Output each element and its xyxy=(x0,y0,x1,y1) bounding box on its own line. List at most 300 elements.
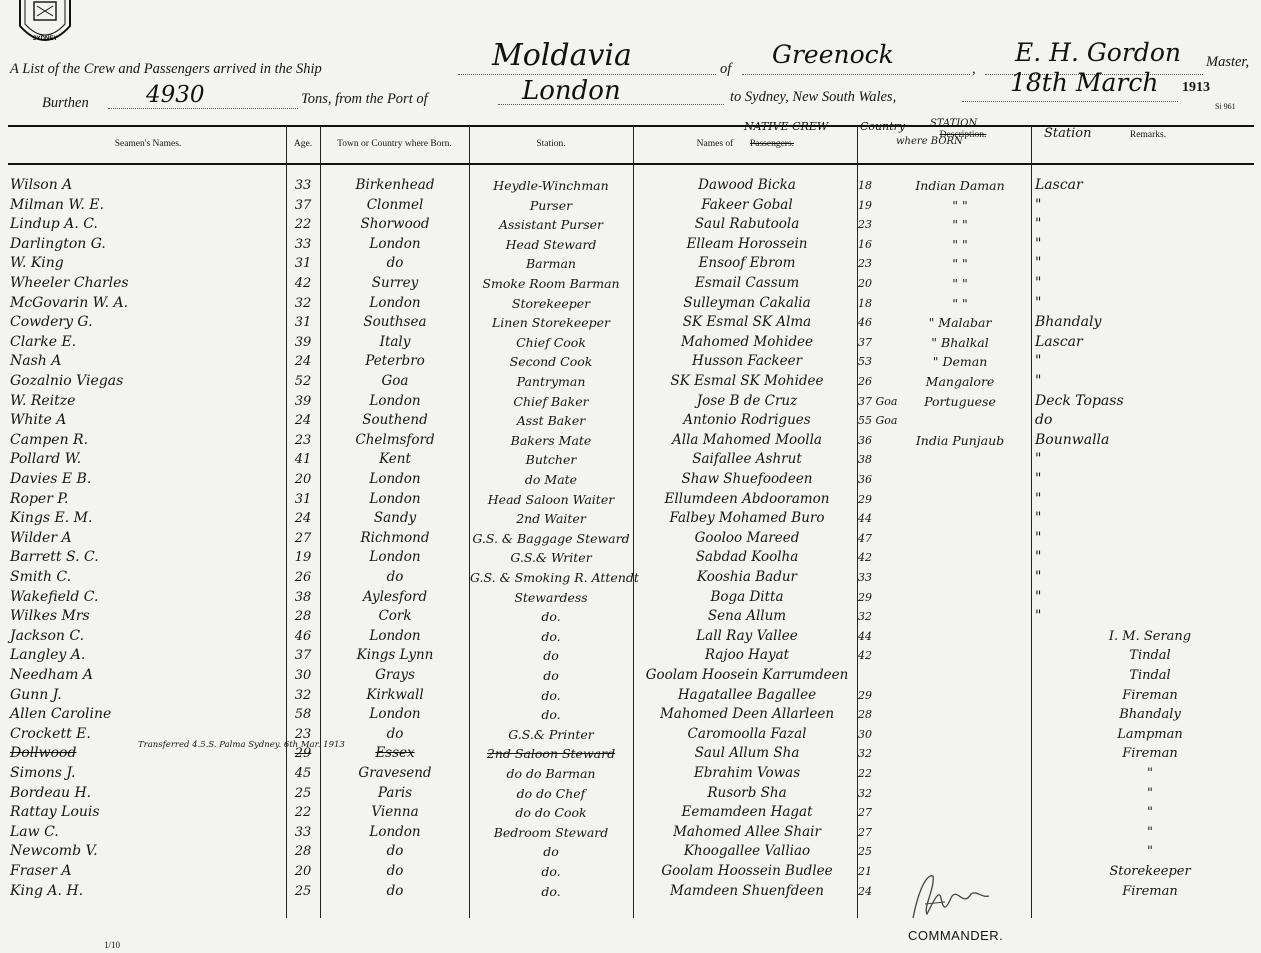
seaman-age: 19 xyxy=(294,550,312,566)
remarks: Fireman xyxy=(1122,746,1178,762)
customs-seal-icon xyxy=(14,0,76,48)
native-crew-name: Alla Mahomed Moolla xyxy=(672,431,822,448)
native-crew-name: Antonio Rodrigues xyxy=(683,412,811,429)
table-row xyxy=(0,372,1261,392)
native-crew-country: " " xyxy=(952,256,968,272)
seaman-age: 28 xyxy=(294,844,312,860)
seaman-age: 39 xyxy=(294,393,312,409)
table-header-rule xyxy=(8,163,1254,165)
seaman-age: 22 xyxy=(294,805,312,821)
seaman-name: Law C. xyxy=(10,823,59,840)
table-row xyxy=(0,842,1261,862)
native-crew-station: Bounwalla xyxy=(1035,431,1110,448)
seaman-age: 33 xyxy=(294,178,312,193)
native-crew-age: 29 xyxy=(858,590,872,604)
seaman-station: G.S.& Printer xyxy=(508,726,594,742)
seaman-station: do do Cook xyxy=(515,805,587,821)
seaman-age: 25 xyxy=(294,883,312,899)
native-crew-name: Boga Ditta xyxy=(710,588,784,605)
native-crew-age: 36 xyxy=(858,433,872,447)
transfer-note: Transferred 4.5.S. Palma Sydney. 6th Mar. 1913 xyxy=(138,740,345,750)
table-row xyxy=(0,176,1261,196)
seaman-station: Purser xyxy=(529,197,573,213)
native-crew-name: Ebrahim Vowas xyxy=(693,765,801,781)
native-crew-age: 42 xyxy=(858,649,872,663)
seaman-name: Lindup A. C. xyxy=(10,216,98,233)
native-crew-country: " Bhalkal xyxy=(931,334,989,350)
seaman-age: 33 xyxy=(294,824,312,840)
seaman-age: 33 xyxy=(294,236,312,252)
native-crew-name: Elleam Horossein xyxy=(686,235,808,252)
birthplace: Kirkwall xyxy=(366,686,424,703)
seaman-name: Gozalnio Viegas xyxy=(10,373,124,389)
native-crew-station: " xyxy=(1035,529,1042,546)
seaman-age: 20 xyxy=(294,864,312,879)
remarks: Bhandaly xyxy=(1119,707,1181,723)
native-crew-station: " xyxy=(1035,451,1042,468)
native-crew-age: 42 xyxy=(858,551,872,565)
native-crew-age: 20 xyxy=(858,277,872,290)
seaman-age: 38 xyxy=(294,589,312,605)
seaman-station: Pantryman xyxy=(516,374,586,389)
table-row xyxy=(0,666,1261,686)
native-crew-name: Goolam Hoosein Karrumdeen xyxy=(645,667,849,683)
table-row xyxy=(0,823,1261,843)
header-names-of: Names of xyxy=(696,139,734,149)
seaman-station: Asst Baker xyxy=(516,413,586,429)
seaman-name: Campen R. xyxy=(10,431,89,448)
seaman-name: Fraser A xyxy=(10,863,72,879)
table-row xyxy=(0,411,1261,431)
seaman-station: Butcher xyxy=(525,452,577,468)
seaman-station: do do Barman xyxy=(506,766,596,781)
native-crew-country: " " xyxy=(952,295,968,311)
birthplace: Aylesford xyxy=(362,588,428,605)
seaman-name: White A xyxy=(10,412,67,429)
birthplace: Goa xyxy=(381,373,409,389)
native-crew-name: Falbey Mohamed Buro xyxy=(669,510,825,527)
native-crew-name: Eemamdeen Hagat xyxy=(681,804,813,821)
native-crew-age: 28 xyxy=(858,708,872,722)
native-crew-station: " xyxy=(1035,588,1042,605)
birthplace: do xyxy=(386,882,404,899)
header-station2: Station xyxy=(1044,126,1092,141)
seaman-age: 24 xyxy=(294,511,312,527)
seaman-name: Rattay Louis xyxy=(10,804,100,821)
date-underline xyxy=(962,101,1178,102)
seaman-age: 31 xyxy=(294,256,312,272)
seaman-name: Cowdery G. xyxy=(10,314,93,331)
seaman-name: Kings E. M. xyxy=(10,510,93,527)
table-row xyxy=(0,215,1261,235)
birthplace: Peterbro xyxy=(365,353,425,370)
native-crew-station: " xyxy=(1035,569,1042,585)
seaman-station: Bedroom Steward xyxy=(493,824,609,840)
burthen-label: Burthen xyxy=(42,95,89,111)
native-crew-age: 36 xyxy=(858,473,872,486)
table-row xyxy=(0,862,1261,882)
native-crew-station: " xyxy=(1035,608,1042,625)
native-crew-name: Fakeer Gobal xyxy=(701,196,793,213)
native-crew-name: Mamdeen Shuenfdeen xyxy=(670,882,824,899)
seaman-station: Smoke Room Barman xyxy=(482,276,620,291)
seaman-age: 23 xyxy=(294,726,312,742)
native-crew-age: 44 xyxy=(858,629,872,643)
native-crew-name: Dawood Bicka xyxy=(698,177,796,193)
seaman-station: Assistant Purser xyxy=(498,217,604,233)
native-crew-station: " xyxy=(1035,490,1042,507)
native-crew-age: 46 xyxy=(858,316,872,330)
native-crew-name: Rajoo Hayat xyxy=(704,647,790,664)
native-crew-name: Jose B de Cruz xyxy=(696,392,798,409)
remarks: Tindal xyxy=(1129,668,1171,683)
native-crew-age: 19 xyxy=(858,198,872,212)
header-age: Age. xyxy=(293,139,313,149)
ship-name: Moldavia xyxy=(492,38,632,73)
header-remarks: Remarks. xyxy=(1129,130,1167,140)
seaman-age: 46 xyxy=(294,628,312,644)
seaman-name: Newcomb V. xyxy=(10,843,98,860)
native-crew-country: " Deman xyxy=(932,354,988,370)
birthplace: Richmond xyxy=(360,529,430,546)
native-crew-name: Mahomed Deen Allarleen xyxy=(659,706,835,723)
seaman-age: 20 xyxy=(294,472,312,487)
crew-list-document: SYDNEY A List of the Crew and Passengers arrived in the Ship Moldavia of Greenock , E. H. Gordon Master, Burthen 4930 Tons, from the Port of London to Sydney, New South Wales, 18th March 1913 Si 961 Seamen's Names. Age. Town or Country where Born. Station. Names of NATIVE CREW Passengers. Country where BORN STATION Description. Station Remarks. Wilson A 33 Birkenhead Heydle-Winchman Dawood Bicka 18 Indian Daman Lascar Milman W. E. 37 Clonmel Purser Fakeer Gobal 19 " " " Lindup A. C. 22 Shorwood Assistant Purser Saul Rabutoola 23 " " " Darlington G. 33 London Head Steward Elleam Horossein 16 " " " W. King 31 do Barman Ensoof Ebrom 23 " " " Wheeler Charles 42 Surrey Smoke Room Barman Esmail Cassum 20 " " " McGovarin W. A. 32 London Storekeeper Sulleyman Cakalia 18 " " " Cowdery G. 31 Southsea Linen Storekeeper SK Esmal SK Alma 46 " Malabar Bhandaly Clarke E. 39 Italy Chief Cook Mahomed Mohidee 37 " Bhalkal Lascar Nash A 24 Peterbro Second Cook Husson Fackeer 53 " Deman " Gozalnio Viegas 52 Goa Pantryman SK Esmal SK Mohidee 26 Mangalore " W. Reitze 39 London Chief Baker Jose B de Cruz 37 Goa Portuguese Deck Topass White A 24 Southend Asst Baker Antonio Rodrigues 55 Goa do Campen R. 23 Chelmsford Bakers Mate Alla Mahomed Moolla 36 India Punjaub Bounwalla Pollard W. 41 Kent Butcher Saifallee Ashrut 38 " Davies E B. 20 London do Mate Shaw Shuefoodeen 36 " Roper P. 31 London Head Saloon Waiter Ellumdeen Abdooramon 29 " Kings E. M. 24 Sandy 2nd Waiter Falbey Mohamed Buro 44 " Wilder A 27 Richmond G.S. & Baggage Steward Gooloo Mareed 47 " Barrett S. C. 19 London G.S.& Writer Sabdad Koolha 42 " Smith C. 26 do G.S. & Smoking R. Attendt Kooshia Badur 33 " Wakefield C. 38 Aylesford Stewardess Boga Ditta 29 " Wilkes Mrs 28 Cork do. Sena Allum 32 " Jackson C. 46 London do. Lall Ray Vallee 44 I. M. Serang Langley A. 37 Kings Lynn do Rajoo Hayat 42 Tindal Needham A 30 Grays do Goolam Hoosein Karrumdeen Tindal Gunn J. 32 Kirkwall do. Hagatallee Bagallee 29 Fireman Allen Caroline 58 London do. Mahomed Deen Allarleen 28 Bhandaly Crockett E. 23 do G.S.& Printer Caromoolla Fazal 30 Lampman Dollwood 29 Essex 2nd Saloon Steward Saul Allum Sha 32 Fireman Simons J. 45 Gravesend do do Barman Ebrahim Vowas 22 " Bordeau H. 25 Paris do do Chef Rusorb Sha 32 " Rattay Louis 22 Vienna do do Cook Eemamdeen Hagat 27 " Law C. 33 London Bedroom Steward Mahomed Allee Shair 27 " Newcomb V. 28 do do Khoogallee Valliao 25 " Fraser A 20 do do. Goolam Hoossein Budlee 21 Storekeeper King A. H. 25 do do. Mamdeen Shuenfdeen 24 Fireman Transferred 4.5.S. Palma Sydney. 6th Mar. 1913 COMMANDER. 1/10 xyxy=(0,0,1261,953)
seaman-station: do. xyxy=(541,609,561,625)
native-crew-age: 27 xyxy=(858,806,872,820)
native-crew-station: " xyxy=(1035,549,1042,566)
seaman-age: 45 xyxy=(294,766,312,781)
seaman-name: Roper P. xyxy=(10,490,69,507)
seaman-name: Barrett S. C. xyxy=(10,549,99,566)
tons-label: Tons, from the Port of xyxy=(301,91,428,107)
native-crew-age: 37 Goa xyxy=(858,394,898,408)
native-crew-name: Husson Fackeer xyxy=(691,353,803,370)
remarks: " xyxy=(1147,805,1153,821)
seaman-station: Barman xyxy=(526,256,576,272)
table-row xyxy=(0,529,1261,549)
seaman-age: 41 xyxy=(294,452,312,468)
header-seamen: Seamen's Names. xyxy=(114,139,182,149)
birthplace: Grays xyxy=(375,667,415,683)
header-where-born: where BORN xyxy=(896,136,963,147)
seaman-age: 24 xyxy=(294,354,312,370)
table-row xyxy=(0,803,1261,823)
native-crew-station: Bhandaly xyxy=(1035,314,1102,331)
native-crew-station: " xyxy=(1035,373,1042,389)
seaman-station: do. xyxy=(541,864,561,879)
of-label: of xyxy=(720,61,732,77)
seaman-age: 29 xyxy=(294,746,312,762)
seaman-name: Clarke E. xyxy=(10,333,77,350)
birthplace: London xyxy=(369,294,421,311)
native-crew-station: " xyxy=(1035,275,1042,291)
birthplace: Kings Lynn xyxy=(356,647,434,664)
native-crew-name: Saul Rabutoola xyxy=(694,216,800,233)
birthplace: London xyxy=(369,490,421,507)
birthplace: Chelmsford xyxy=(355,431,435,448)
seaman-age: 32 xyxy=(294,295,312,311)
remarks: " xyxy=(1147,766,1153,781)
table-row xyxy=(0,686,1261,706)
native-crew-age: 23 xyxy=(858,218,872,232)
table-row xyxy=(0,784,1261,804)
master-name: E. H. Gordon xyxy=(1015,38,1181,67)
to-label: to Sydney, New South Wales, xyxy=(730,89,897,105)
table-row xyxy=(0,196,1261,216)
native-crew-name: Khoogallee Valliao xyxy=(683,843,811,860)
seaman-station: G.S. & Baggage Steward xyxy=(472,530,630,546)
seaman-station: do Mate xyxy=(524,472,578,487)
native-crew-country: " Malabar xyxy=(928,315,992,331)
seaman-age: 31 xyxy=(294,315,312,331)
remarks: " xyxy=(1147,824,1153,840)
native-crew-station: Lascar xyxy=(1035,333,1083,350)
native-crew-age: 18 xyxy=(858,296,872,310)
native-crew-station: " xyxy=(1035,216,1042,233)
birthplace: Clonmel xyxy=(366,196,424,213)
birthplace: London xyxy=(369,235,421,252)
table-row xyxy=(0,333,1261,353)
native-crew-age: 32 xyxy=(858,747,872,761)
birthplace: Vienna xyxy=(371,804,419,821)
birthplace: Sandy xyxy=(373,510,417,527)
arrival-date: 18th March xyxy=(1010,68,1159,97)
native-crew-age: 27 xyxy=(858,825,872,839)
seaman-age: 30 xyxy=(294,668,312,683)
burthen-underline xyxy=(108,108,298,109)
seaman-station: do. xyxy=(541,628,561,644)
native-crew-name: Goolam Hoossein Budlee xyxy=(661,863,833,879)
seaman-name: Wilson A xyxy=(10,177,73,193)
seaman-age: 24 xyxy=(294,413,312,429)
native-crew-name: Lall Ray Vallee xyxy=(696,627,798,644)
seaman-station: Storekeeper xyxy=(511,295,591,311)
native-crew-station: " xyxy=(1035,235,1042,252)
table-row xyxy=(0,588,1261,608)
seaman-name: Needham A xyxy=(10,667,93,683)
native-crew-age: 21 xyxy=(858,865,872,878)
birthplace: Southend xyxy=(362,412,428,429)
native-crew-country: " " xyxy=(952,276,968,291)
seaman-station: Linen Storekeeper xyxy=(492,315,610,331)
birthplace: Southsea xyxy=(363,314,427,331)
seaman-station: 2nd Saloon Steward xyxy=(486,746,616,762)
native-crew-name: Ensoof Ebrom xyxy=(698,255,796,272)
port-of-registry: Greenock xyxy=(772,40,894,69)
native-crew-station: " xyxy=(1035,353,1042,370)
native-crew-name: Sabdad Koolha xyxy=(695,549,799,566)
seaman-age: 28 xyxy=(294,609,312,625)
seaman-name: Wheeler Charles xyxy=(10,275,129,291)
table-row xyxy=(0,568,1261,588)
seaman-age: 37 xyxy=(294,648,312,664)
seaman-name: Jackson C. xyxy=(10,627,85,644)
seaman-station: G.S.& Writer xyxy=(510,550,592,566)
native-crew-age: 30 xyxy=(858,727,872,741)
native-crew-age: 26 xyxy=(858,375,872,388)
native-crew-name: Shaw Shuefoodeen xyxy=(681,471,813,487)
seaman-name: W. Reitze xyxy=(10,392,76,409)
seaman-name: Smith C. xyxy=(10,569,72,585)
seaman-age: 58 xyxy=(294,707,312,723)
seaman-station: Head Steward xyxy=(505,236,597,252)
birthplace: Kent xyxy=(379,451,411,468)
from-port: London xyxy=(522,76,621,106)
table-row xyxy=(0,352,1261,372)
table-row xyxy=(0,313,1261,333)
seaman-name: Nash A xyxy=(10,353,62,370)
native-crew-age: 23 xyxy=(858,257,872,271)
birthplace: Surrey xyxy=(371,275,419,291)
native-crew-country: Portuguese xyxy=(924,393,996,409)
native-crew-name: Gooloo Mareed xyxy=(694,529,800,546)
native-crew-age: 53 xyxy=(858,355,872,369)
birthplace: Birkenhead xyxy=(355,177,435,193)
header-station: Station. xyxy=(536,139,566,149)
header-description: Description. xyxy=(939,130,987,140)
table-row xyxy=(0,450,1261,470)
native-crew-name: Mahomed Allee Shair xyxy=(673,823,821,840)
remarks: I. M. Serang xyxy=(1108,628,1192,644)
seaman-name: Wilkes Mrs xyxy=(10,608,90,625)
header-country: Country xyxy=(860,120,906,133)
seaman-age: 25 xyxy=(294,785,312,801)
header-station-hand: STATION xyxy=(930,118,978,129)
birthplace: Essex xyxy=(375,745,415,762)
svg-text:SYDNEY: SYDNEY xyxy=(32,36,58,42)
table-row xyxy=(0,235,1261,255)
seaman-name: Allen Caroline xyxy=(10,706,112,723)
birthplace: Gravesend xyxy=(358,765,432,781)
native-crew-name: Ellumdeen Abdooramon xyxy=(664,490,830,507)
native-crew-station: " xyxy=(1035,255,1042,272)
ship-underline xyxy=(458,74,716,75)
seaman-age: 39 xyxy=(294,334,312,350)
seaman-station: do do Chef xyxy=(516,785,586,801)
seaman-station: do xyxy=(543,844,559,860)
native-crew-name: Hagatallee Bagallee xyxy=(677,686,817,703)
birthplace: Paris xyxy=(377,784,413,801)
seaman-name: Crockett E. xyxy=(10,725,91,742)
seaman-age: 37 xyxy=(294,197,312,213)
native-crew-age: 16 xyxy=(858,237,872,251)
seaman-name: Davies E B. xyxy=(10,471,92,487)
birthplace: London xyxy=(369,627,421,644)
seaman-station: do. xyxy=(541,687,561,703)
header-town: Town or Country where Born. xyxy=(337,139,452,149)
birthplace: London xyxy=(369,471,421,487)
table-row xyxy=(0,646,1261,666)
burthen-value: 4930 xyxy=(146,82,205,108)
native-crew-name: Esmail Cassum xyxy=(694,275,800,291)
seaman-age: 32 xyxy=(294,687,312,703)
seaman-age: 31 xyxy=(294,491,312,507)
table-row xyxy=(0,509,1261,529)
native-crew-age: 47 xyxy=(858,531,872,545)
native-crew-country: Mangalore xyxy=(925,374,995,389)
table-row xyxy=(0,548,1261,568)
seaman-station: Chief Cook xyxy=(516,334,586,350)
native-crew-age: 38 xyxy=(858,453,872,467)
seaman-age: 23 xyxy=(294,432,312,448)
header-native-crew: NATIVE CREW xyxy=(744,120,829,133)
table-row xyxy=(0,627,1261,647)
native-crew-age: 18 xyxy=(858,179,872,192)
seaman-name: Darlington G. xyxy=(10,235,106,252)
seaman-name: Milman W. E. xyxy=(10,196,104,213)
table-row xyxy=(0,705,1261,725)
table-row xyxy=(0,764,1261,784)
birthplace: Italy xyxy=(379,333,411,350)
seaman-age: 52 xyxy=(294,374,312,389)
native-crew-name: Caromoolla Fazal xyxy=(687,725,807,742)
remarks: Fireman xyxy=(1122,687,1178,703)
seaman-name: Pollard W. xyxy=(10,451,82,468)
native-crew-country: " " xyxy=(952,236,968,252)
native-crew-name: Sulleyman Cakalia xyxy=(683,294,811,311)
native-crew-age: 37 xyxy=(858,335,872,349)
table-row xyxy=(0,607,1261,627)
form-number: Si 961 xyxy=(1215,102,1236,111)
seaman-name: W. King xyxy=(10,255,64,272)
table-row xyxy=(0,490,1261,510)
native-crew-age: 25 xyxy=(858,845,872,859)
native-crew-name: Rusorb Sha xyxy=(707,784,787,801)
native-crew-age: 55 Goa xyxy=(858,414,898,428)
birthplace: London xyxy=(369,823,421,840)
table-row xyxy=(0,882,1261,902)
native-crew-station: " xyxy=(1035,294,1042,311)
native-crew-name: Kooshia Badur xyxy=(696,569,798,585)
seaman-station: 2nd Waiter xyxy=(516,511,586,527)
remarks: Storekeeper xyxy=(1109,864,1191,879)
seaman-station: Head Saloon Waiter xyxy=(487,491,615,507)
table-row xyxy=(0,274,1261,294)
seaman-age: 42 xyxy=(294,276,312,291)
seaman-name: McGovarin W. A. xyxy=(10,294,129,311)
seaman-station: do xyxy=(543,668,559,683)
native-crew-age: 44 xyxy=(858,512,872,526)
seaman-name: Gunn J. xyxy=(10,686,62,703)
seaman-age: 22 xyxy=(294,217,312,233)
native-crew-age: 29 xyxy=(858,492,872,506)
remarks: " xyxy=(1147,785,1153,801)
header-passengers: Passengers. xyxy=(749,139,795,149)
seaman-name: Wakefield C. xyxy=(10,588,99,605)
native-crew-name: Sena Allum xyxy=(707,608,787,625)
seaman-station: do. xyxy=(541,707,561,723)
seaman-name: Dollwood xyxy=(10,745,77,762)
seaman-name: King A. H. xyxy=(10,882,84,899)
seaman-station: Chief Baker xyxy=(513,393,589,409)
seaman-station: Second Cook xyxy=(509,354,593,370)
native-crew-name: Saifallee Ashrut xyxy=(692,451,802,468)
native-crew-station: do xyxy=(1035,412,1053,429)
arrival-year: 1913 xyxy=(1182,80,1210,95)
native-crew-name: Saul Allum Sha xyxy=(694,745,800,762)
birthplace: do xyxy=(386,725,404,742)
commander-label: COMMANDER. xyxy=(908,928,1004,943)
native-crew-station: " xyxy=(1035,510,1042,527)
seaman-name: Wilder A xyxy=(10,529,72,546)
birthplace: do xyxy=(386,255,404,272)
native-crew-station: " xyxy=(1035,471,1042,487)
native-crew-country: India Punjaub xyxy=(915,432,1005,448)
seaman-age: 26 xyxy=(294,570,312,585)
birthplace: do xyxy=(386,863,404,879)
seaman-station: Heydle-Winchman xyxy=(493,178,609,193)
